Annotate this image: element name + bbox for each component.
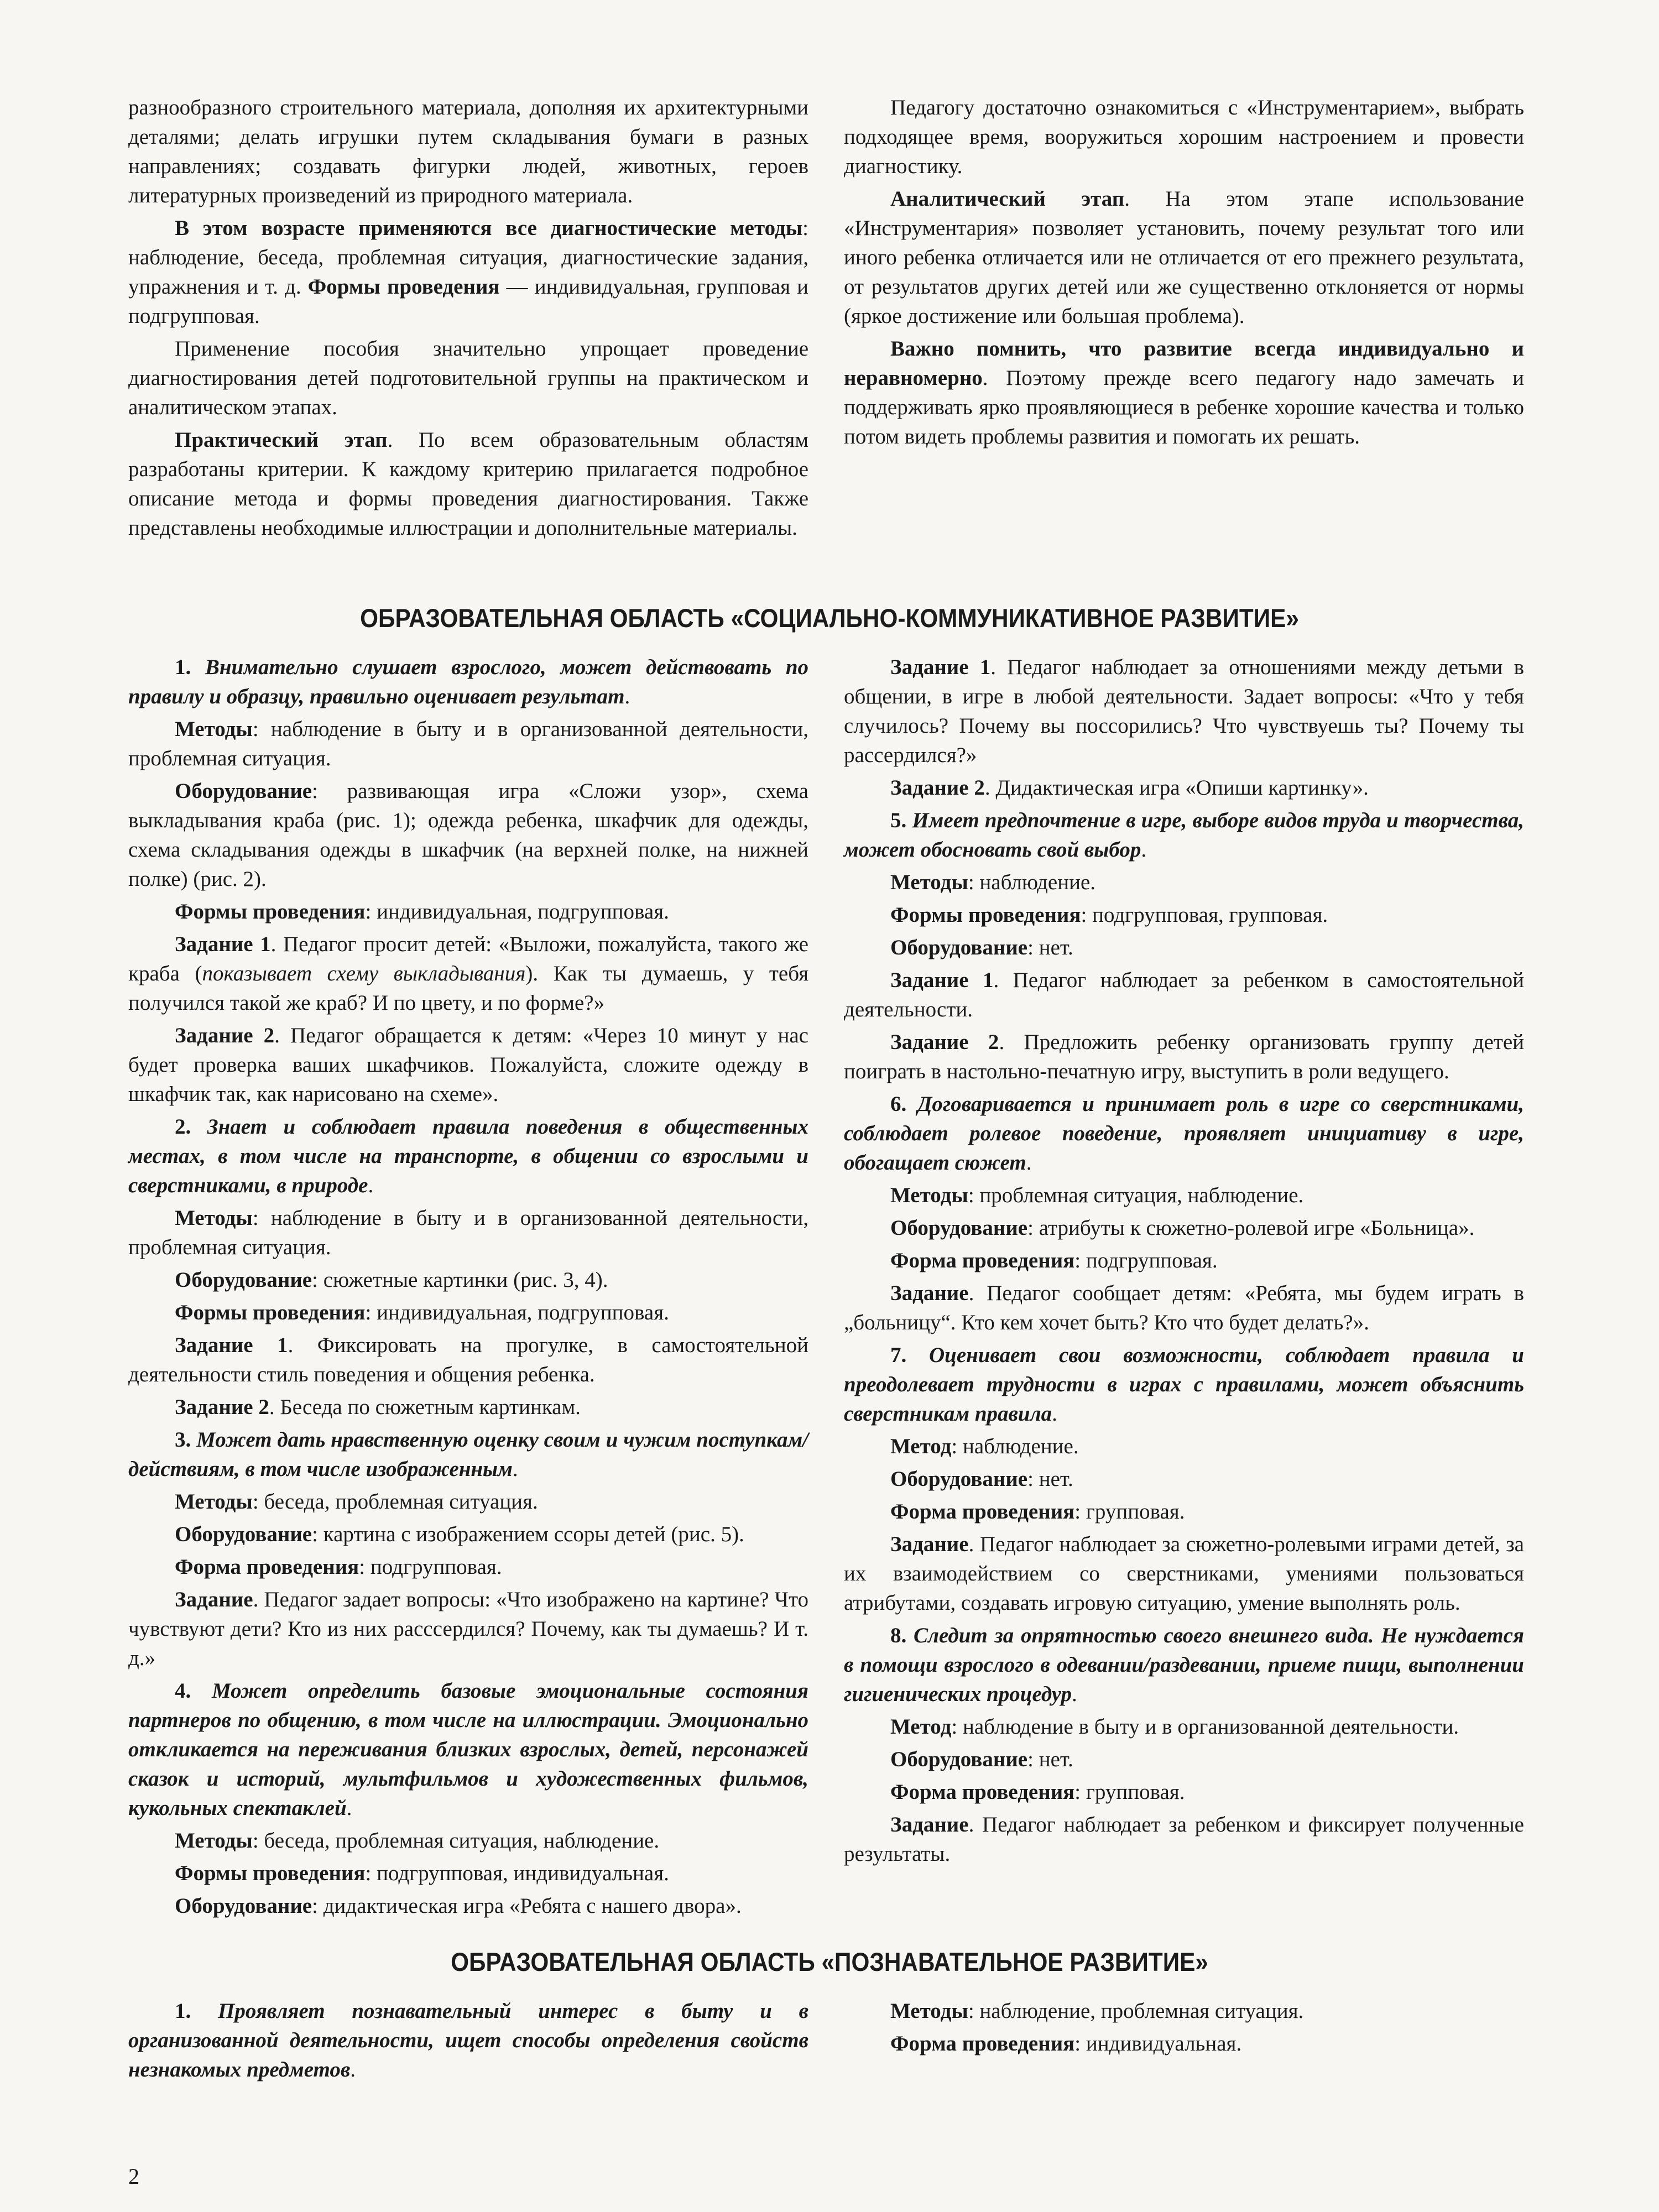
paragraph: Форма проведения: групповая. — [890, 1780, 1185, 1804]
paragraph: Оборудование: нет. — [890, 936, 1073, 959]
criterion-2: 2. Знает и соблюдает правила поведения в общественных местах, в том числе на транспорте, в общении со взрослыми и сверстниками, в природе. — [128, 1115, 808, 1197]
paragraph: Методы: наблюдение, проблемная ситуация. — [890, 1999, 1304, 2023]
paragraph: Методы: беседа, проблемная ситуация, наблюдение. — [175, 1829, 660, 1853]
intro-left-column — [128, 93, 808, 546]
paragraph: Методы: наблюдение в быту и в организованной деятельности, проблемная ситуация. — [128, 717, 808, 770]
social-right-column — [844, 653, 1524, 1872]
paragraph: Педагогу достаточно ознакомиться с «Инструментарием», выбрать подходящее время, вооружиться хорошим настроением и провести диагностику. — [844, 96, 1524, 178]
paragraph: Задание 1. Педагог наблюдает за отношениями между детьми в общении, в игре в любой деятельности. Задает вопросы: «Что у тебя случилось? Почему вы поссорились? Что чувствуешь ты? Почему ты рассердился?» — [844, 655, 1524, 767]
paragraph: Задание 2. Беседа по сюжетным картинкам. — [175, 1395, 581, 1419]
paragraph: Форма проведения: подгрупповая. — [890, 1249, 1218, 1272]
paragraph: Формы проведения: подгрупповая, групповая. — [890, 903, 1328, 927]
paragraph: Важно помнить, что развитие всегда индивидуально и неравномерно. Поэтому прежде всего педагогу надо замечать и поддерживать ярко проявляющиеся в ребенке хорошие качества и только потом видеть проблемы развития и помогать их решать. — [844, 337, 1524, 448]
paragraph: Метод: наблюдение в быту и в организованной деятельности. — [890, 1715, 1459, 1739]
paragraph: Оборудование: сюжетные картинки (рис. 3, 4). — [175, 1268, 608, 1292]
paragraph: Оборудование: нет. — [890, 1467, 1073, 1491]
paragraph: Задание 2. Предложить ребенку организовать группу детей поиграть в настольно-печатную игру, выступить в роли ведущего. — [844, 1030, 1524, 1083]
paragraph: Форма проведения: подгрупповая. — [175, 1555, 502, 1579]
paragraph: Методы: наблюдение. — [890, 870, 1096, 894]
paragraph: Формы проведения: индивидуальная, подгрупповая. — [175, 900, 669, 924]
paragraph: Методы: беседа, проблемная ситуация. — [175, 1490, 538, 1514]
paragraph: Форма проведения: групповая. — [890, 1500, 1185, 1524]
intro-right-column — [844, 93, 1524, 455]
page-number: 2 — [128, 2164, 139, 2189]
paragraph: Оборудование: развивающая игра «Сложи узор», схема выкладывания краба (рис. 1); одежда ребенка, шкафчик для одежды, схема складывания одежды в шкафчик (на верхней полке, на нижней полке) (рис. 2). — [128, 779, 808, 891]
paragraph: Практический этап. По всем образовательным областям разработаны критерии. К каждому критерию прилагается подробное описание метода и формы проведения диагностирования. Также представлены необходимые иллюстрации и дополнительные материалы. — [128, 428, 808, 540]
section-heading-social: ОБРАЗОВАТЕЛЬНАЯ ОБЛАСТЬ «СОЦИАЛЬНО-КОММУНИКАТИВНОЕ РАЗВИТИЕ» — [360, 603, 1299, 633]
paragraph: Задание 1. Педагог наблюдает за ребенком в самостоятельной деятельности. — [844, 968, 1524, 1021]
criterion-4: 4. Может определить базовые эмоциональные состояния партнеров по общению, в том числе на иллюстрации. Эмоционально откликается на переживания близких взрослых, детей, персонажей сказок и историй, мультфильмов и художественных фильмов, кукольных спектаклей. — [128, 1679, 808, 1820]
social-left-column — [128, 653, 808, 1924]
paragraph: Формы проведения: подгрупповая, индивидуальная. — [175, 1861, 669, 1885]
criterion-6: 6. Договаривается и принимает роль в игре со сверстниками, соблюдает ролевое поведение, проявляет инициативу в игре, обогащает сюжет. — [844, 1092, 1524, 1175]
paragraph: Задание 2. Дидактическая игра «Опиши картинку». — [890, 776, 1369, 800]
paragraph: Методы: проблемная ситуация, наблюдение. — [890, 1183, 1304, 1207]
paragraph: Оборудование: нет. — [890, 1747, 1073, 1771]
paragraph: Применение пособия значительно упрощает проведение диагностирования детей подготовительной группы на практическом и аналитическом этапах. — [128, 337, 808, 419]
criterion-5: 5. Имеет предпочтение в игре, выборе видов труда и творчества, может обосновать свой выбор. — [844, 808, 1524, 862]
paragraph: Оборудование: атрибуты к сюжетно-ролевой игре «Больница». — [890, 1216, 1475, 1240]
paragraph: разнообразного строительного материала, дополняя их архитектурными деталями; делать игрушки путем складывания бумаги в разных направлениях; создавать фигурки людей, животных, героев литературных произведений из природного материала. — [128, 96, 808, 207]
paragraph: Задание. Педагог наблюдает за сюжетно-ролевыми играми детей, за их взаимодействием со сверстниками, умениями пользоваться атрибутами, создавать игровую ситуацию, умение выполнять роль. — [844, 1532, 1524, 1615]
paragraph: Оборудование: картина с изображением ссоры детей (рис. 5). — [175, 1522, 744, 1546]
paragraph: Задание 1. Фиксировать на прогулке, в самостоятельной деятельности стиль поведения и общения ребенка. — [128, 1333, 808, 1386]
paragraph: Задание. Педагог сообщает детям: «Ребята, мы будем играть в „больницу“. Кто кем хочет быть? Кто что будет делать?». — [844, 1281, 1524, 1334]
cognitive-left-column — [128, 1996, 808, 2088]
section-heading-cognitive: ОБРАЗОВАТЕЛЬНАЯ ОБЛАСТЬ «ПОЗНАВАТЕЛЬНОЕ РАЗВИТИЕ» — [451, 1947, 1208, 1976]
paragraph: Задание. Педагог задает вопросы: «Что изображено на картине? Что чувствуют дети? Кто из них расссердился? Почему, как ты думаешь? И т. д.» — [128, 1588, 808, 1670]
paragraph: Задание 1. Педагог просит детей: «Выложи, пожалуйста, такого же краба (показывает схему выкладывания). Как ты думаешь, у тебя получился такой же краб? И по цвету, и по форме?» — [128, 932, 809, 1015]
paragraph: В этом возрасте применяются все диагностические методы: наблюдение, беседа, проблемная ситуация, диагностические задания, упражнения и т. д. Формы проведения — индивидуальная, групповая и подгрупповая. — [128, 216, 808, 328]
paragraph: Формы проведения: индивидуальная, подгрупповая. — [175, 1301, 669, 1324]
criterion-1: 1. Проявляет познавательный интерес в быту и в организованной деятельности, ищет способы определения свойств незнакомых предметов. — [128, 1999, 808, 2081]
paragraph: Задание 2. Педагог обращается к детям: «Через 10 минут у нас будет проверка ваших шкафчиков. Пожалуйста, сложите одежду в шкафчик так, как нарисовано на схеме». — [128, 1024, 808, 1106]
paragraph: Оборудование: дидактическая игра «Ребята с нашего двора». — [175, 1894, 742, 1918]
paragraph: Метод: наблюдение. — [890, 1434, 1079, 1458]
criterion-8: 8. Следит за опрятностью своего внешнего вида. Не нуждается в помощи взрослого в одевании/раздевании, приеме пищи, выполнении гигиенических процедур. — [844, 1624, 1525, 1706]
paragraph: Форма проведения: индивидуальная. — [890, 2032, 1242, 2056]
paragraph: Аналитический этап. На этом этапе использование «Инструментария» позволяет установить, почему результат того или иного ребенка отличается или не отличается от его прежнего результата, от результатов других детей или же существенно отклоняется от нормы (яркое достижение или большая проблема). — [844, 187, 1524, 328]
paragraph: Задание. Педагог наблюдает за ребенком и фиксирует полученные результаты. — [844, 1813, 1524, 1866]
criterion-7: 7. Оценивает свои возможности, соблюдает правила и преодолевает трудности в играх с правилами, может объяснить сверстникам правила. — [844, 1343, 1525, 1426]
criterion-1: 1. Внимательно слушает взрослого, может действовать по правилу и образцу, правильно оценивает результат. — [128, 655, 809, 708]
criterion-3: 3. Может дать нравственную оценку своим и чужим поступкам/действиям, в том числе изображенным. — [128, 1428, 809, 1481]
paragraph: Методы: наблюдение в быту и в организованной деятельности, проблемная ситуация. — [128, 1206, 808, 1259]
cognitive-right-column — [844, 1996, 1524, 2062]
